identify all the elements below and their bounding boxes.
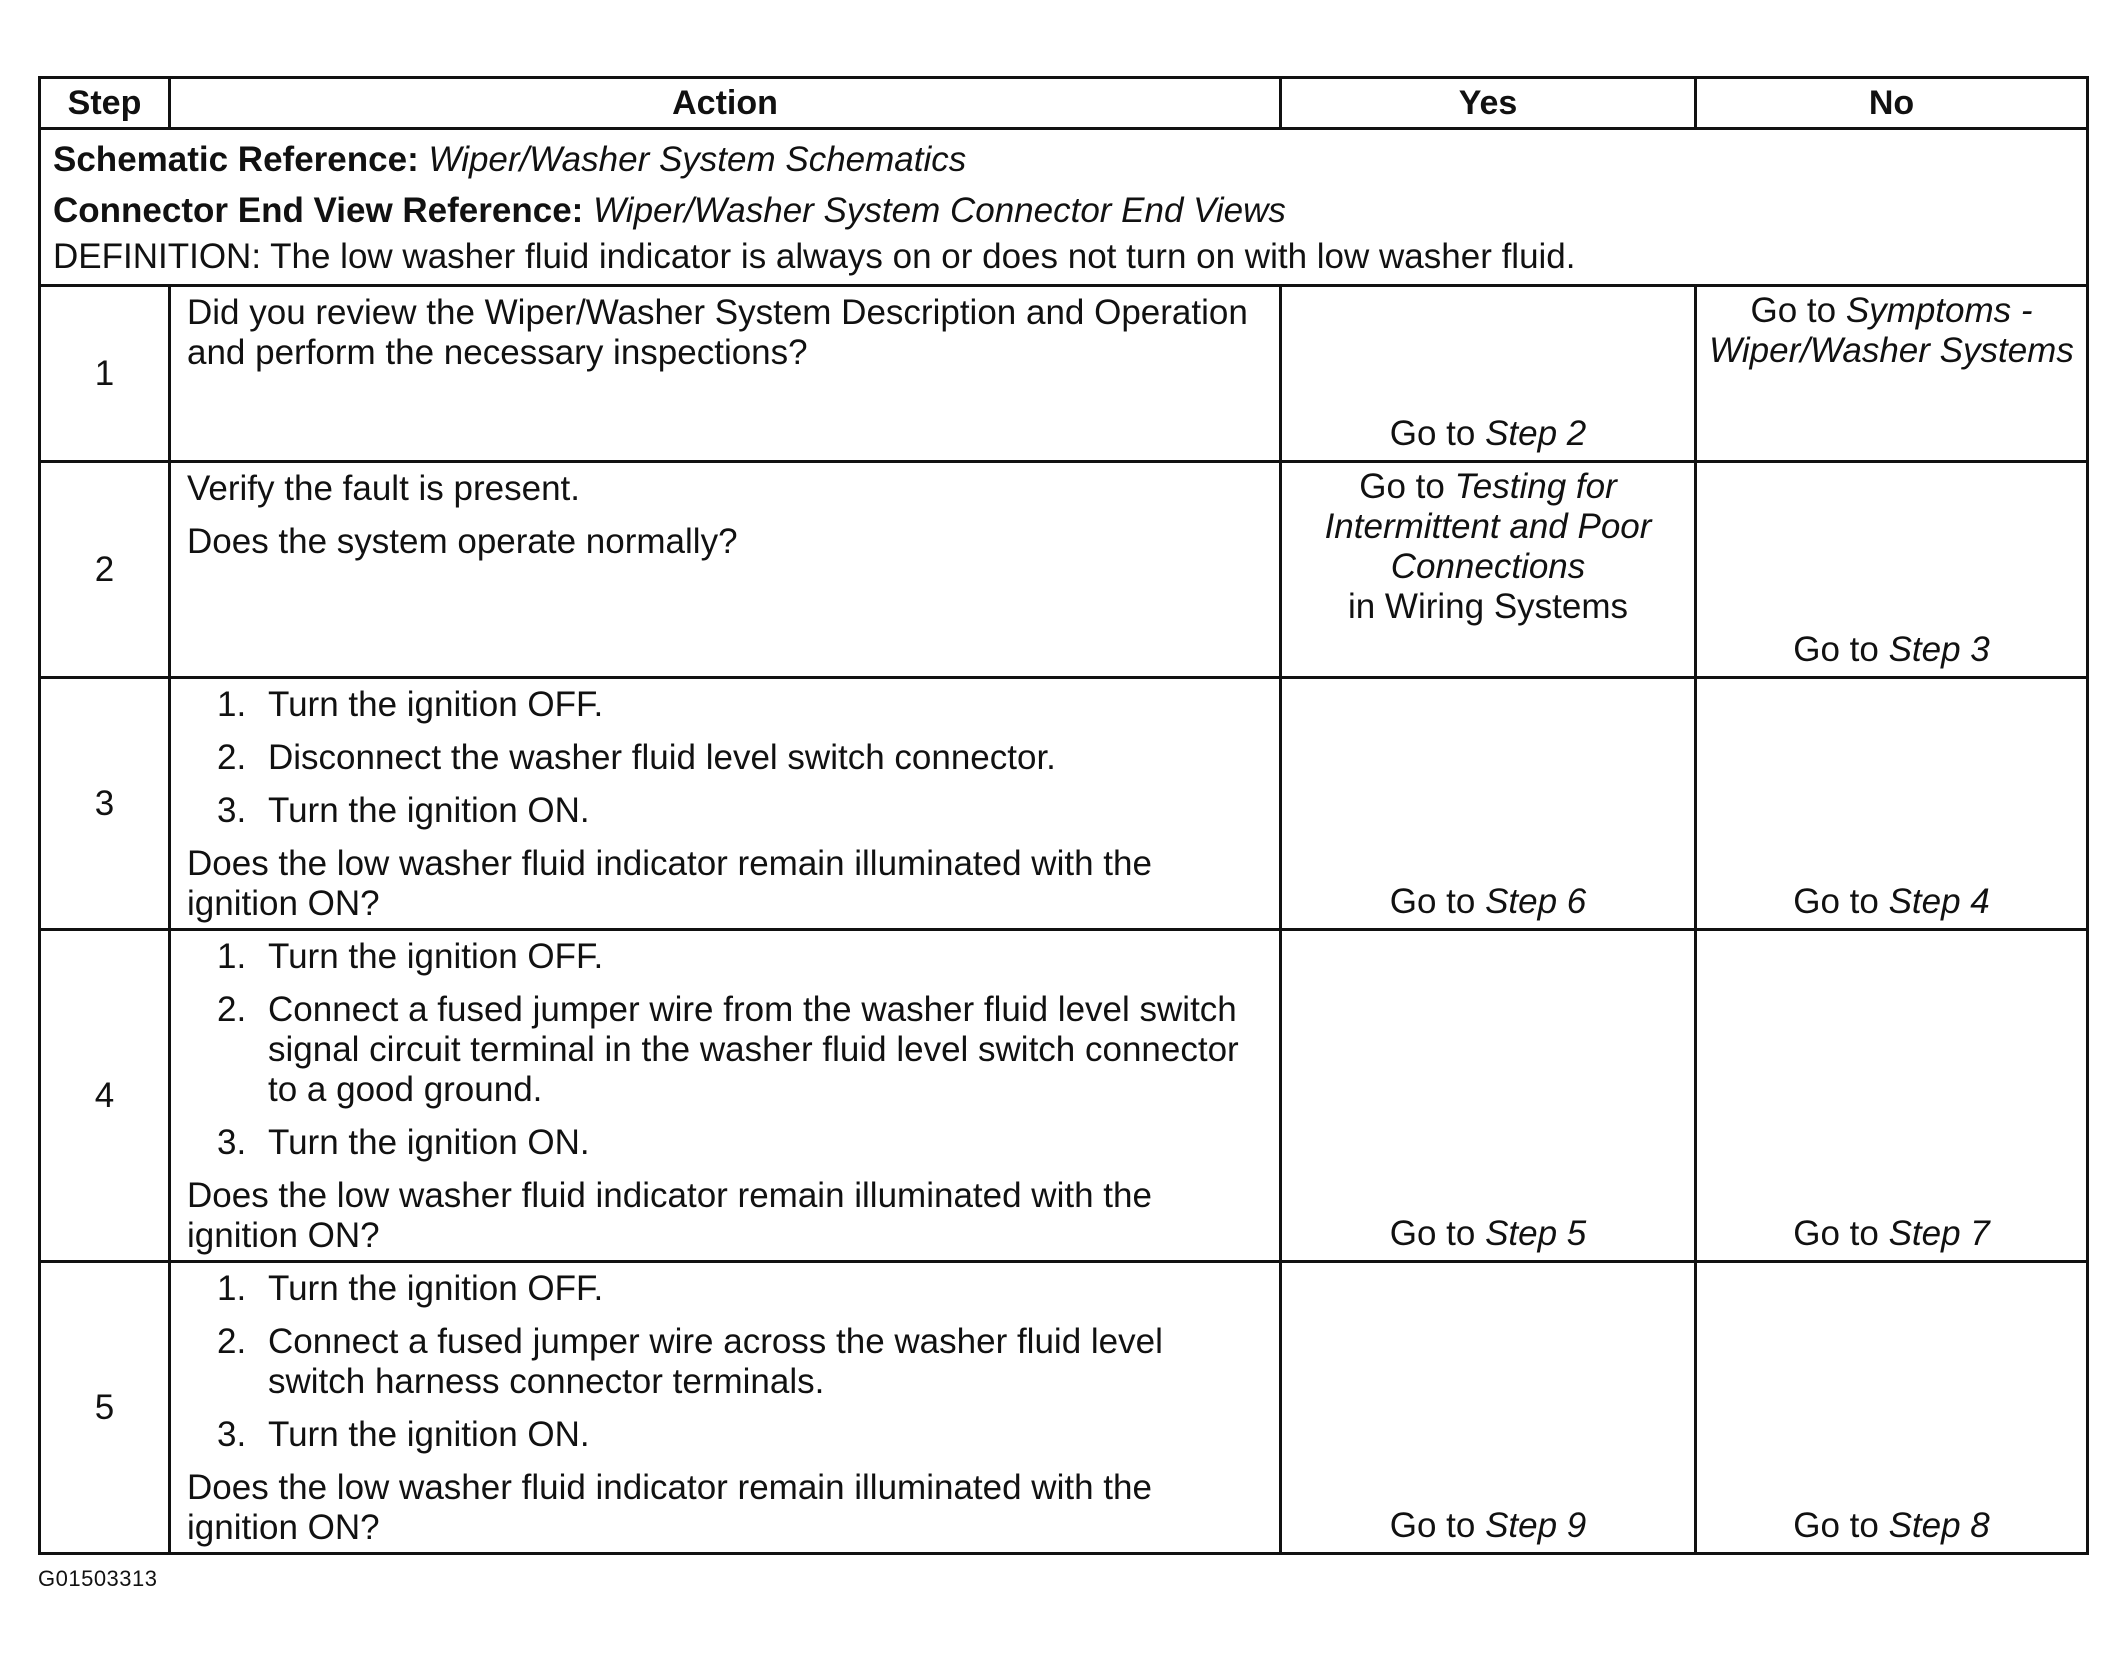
substep-number: 3. xyxy=(217,1415,247,1454)
header-row xyxy=(40,78,2088,129)
step-action xyxy=(170,286,1281,462)
yes-cell xyxy=(1281,678,1696,930)
connector-reference-label: Connector End View Reference: xyxy=(53,191,584,230)
no-prefix: Go to xyxy=(1793,1506,1889,1545)
substep-number: 3. xyxy=(217,791,247,830)
step-action xyxy=(170,462,1281,678)
schematic-reference xyxy=(53,134,2074,185)
yes-cell xyxy=(1281,930,1696,1262)
step-question: Does the low washer fluid indicator remain illuminated with the ignition ON? xyxy=(187,1468,1152,1547)
header-yes: Yes xyxy=(1281,78,1696,129)
substep-text: Turn the ignition ON. xyxy=(268,1123,590,1162)
substep-list xyxy=(187,937,1263,1163)
step-question: Does the system operate normally? xyxy=(187,522,738,561)
substep-number: 1. xyxy=(217,1269,247,1308)
no-result xyxy=(1697,1214,2086,1254)
substep xyxy=(187,1415,1263,1455)
step-number: 4 xyxy=(40,930,170,1262)
substep-text: Turn the ignition ON. xyxy=(268,1415,590,1454)
step-question: Does the low washer fluid indicator remain illuminated with the ignition ON? xyxy=(187,844,1152,923)
yes-prefix: Go to xyxy=(1389,1214,1486,1253)
substep-number: 3. xyxy=(217,1123,247,1162)
yes-step-link[interactable]: Step 5 xyxy=(1485,1214,1587,1253)
step-number: 3 xyxy=(40,678,170,930)
substep-number: 2. xyxy=(217,990,247,1029)
substep-text: Turn the ignition OFF. xyxy=(268,1269,604,1308)
no-cell xyxy=(1696,286,2088,462)
substep-text: Connect a fused jumper wire from the washer fluid level switch signal circuit terminal in the washer fluid level switch connector to a good ground. xyxy=(268,990,1239,1109)
substep xyxy=(187,1322,1263,1402)
yes-prefix: Go to xyxy=(1389,1506,1486,1545)
yes-step-link[interactable]: Step 6 xyxy=(1485,882,1587,921)
schematic-reference-label: Schematic Reference: xyxy=(53,140,419,179)
schematic-reference-value: Wiper/Washer System Schematics xyxy=(428,140,967,179)
substep xyxy=(187,738,1263,778)
step-number: 1 xyxy=(40,286,170,462)
substep xyxy=(187,791,1263,831)
step-number: 5 xyxy=(40,1262,170,1554)
step-action xyxy=(170,930,1281,1262)
no-result xyxy=(1697,630,2086,670)
yes-result xyxy=(1282,882,1694,922)
no-prefix: Go to xyxy=(1793,630,1889,669)
substep-number: 1. xyxy=(217,685,247,724)
no-prefix: Go to xyxy=(1750,291,1846,330)
yes-prefix: Go to xyxy=(1389,414,1486,453)
no-cell xyxy=(1696,462,2088,678)
step-row-2 xyxy=(40,462,2088,678)
substep-list xyxy=(187,1269,1263,1455)
yes-result xyxy=(1282,414,1694,454)
substep xyxy=(187,1269,1263,1309)
substep-number: 2. xyxy=(217,1322,247,1361)
connector-reference xyxy=(53,185,2074,236)
substep xyxy=(187,990,1263,1110)
step-number: 2 xyxy=(40,462,170,678)
yes-prefix: Go to xyxy=(1359,467,1455,506)
substep-text: Turn the ignition ON. xyxy=(268,791,590,830)
yes-result xyxy=(1282,1214,1694,1254)
substep-number: 1. xyxy=(217,937,247,976)
no-prefix: Go to xyxy=(1793,882,1889,921)
substep-text: Turn the ignition OFF. xyxy=(268,685,604,724)
step-row-4 xyxy=(40,930,2088,1262)
no-cell xyxy=(1696,1262,2088,1554)
yes-suffix: in Wiring Systems xyxy=(1347,587,1629,626)
yes-cell xyxy=(1281,286,1696,462)
diagnostic-table xyxy=(38,76,2089,1555)
definition-text: DEFINITION: The low washer fluid indicator is always on or does not turn on with low washer fluid. xyxy=(53,237,1576,276)
header-action: Action xyxy=(170,78,1281,129)
step-intro: Verify the fault is present. xyxy=(187,469,580,508)
no-cell xyxy=(1696,930,2088,1262)
no-step-link[interactable]: Step 7 xyxy=(1888,1214,1990,1253)
yes-step-link[interactable]: Testing for Intermittent and Poor Connections xyxy=(1324,467,1652,586)
yes-cell xyxy=(1281,1262,1696,1554)
substep-text: Turn the ignition OFF. xyxy=(268,937,604,976)
step-row-1 xyxy=(40,286,2088,462)
step-action xyxy=(170,1262,1281,1554)
no-step-link[interactable]: Step 4 xyxy=(1888,882,1990,921)
no-result xyxy=(1707,291,2076,371)
header-no: No xyxy=(1696,78,2088,129)
substep xyxy=(187,937,1263,977)
step-row-3 xyxy=(40,678,2088,930)
substep-number: 2. xyxy=(217,738,247,777)
connector-reference-value: Wiper/Washer System Connector End Views xyxy=(593,191,1286,230)
reference-row xyxy=(40,129,2088,286)
substep xyxy=(187,685,1263,725)
step-question: Does the low washer fluid indicator remain illuminated with the ignition ON? xyxy=(187,1176,1152,1255)
reference-cell xyxy=(40,129,2088,286)
yes-step-link[interactable]: Step 2 xyxy=(1485,414,1587,453)
no-cell xyxy=(1696,678,2088,930)
figure-id: G01503313 xyxy=(38,1566,158,1591)
no-result xyxy=(1697,1506,2086,1546)
no-result xyxy=(1697,882,2086,922)
yes-prefix: Go to xyxy=(1389,882,1486,921)
yes-cell xyxy=(1281,462,1696,678)
substep-text: Disconnect the washer fluid level switch connector. xyxy=(268,738,1056,777)
step-row-5 xyxy=(40,1262,2088,1554)
yes-step-link[interactable]: Step 9 xyxy=(1485,1506,1587,1545)
no-step-link[interactable]: Step 8 xyxy=(1888,1506,1990,1545)
step-action xyxy=(170,678,1281,930)
header-step: Step xyxy=(40,78,170,129)
no-step-link[interactable]: Symptoms - Wiper/Washer Systems xyxy=(1709,291,2074,370)
substep xyxy=(187,1123,1263,1163)
step-question: Did you review the Wiper/Washer System Description and Operation and perform the necessary inspections? xyxy=(187,293,1248,372)
no-prefix: Go to xyxy=(1793,1214,1889,1253)
substep-list xyxy=(187,685,1263,831)
yes-result xyxy=(1292,467,1684,627)
no-step-link[interactable]: Step 3 xyxy=(1888,630,1990,669)
substep-text: Connect a fused jumper wire across the washer fluid level switch harness connector terminals. xyxy=(268,1322,1163,1401)
yes-result xyxy=(1282,1506,1694,1546)
